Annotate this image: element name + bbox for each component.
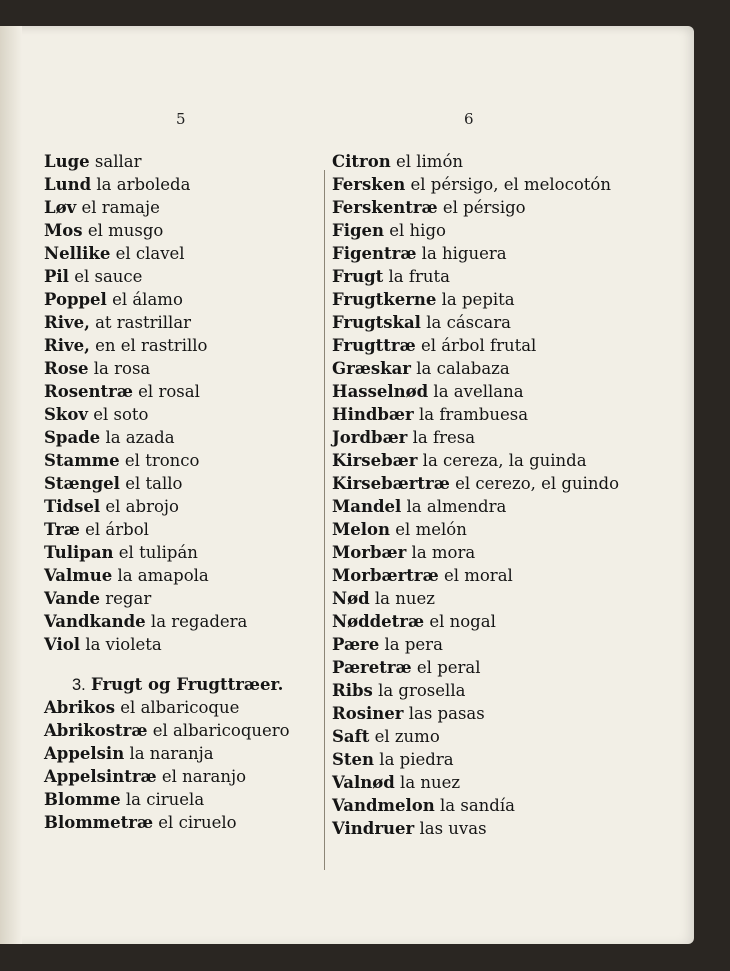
section-title: Frugt og Frugttræer. xyxy=(91,675,284,694)
section-heading xyxy=(44,673,290,696)
danish-word: Rose xyxy=(44,359,89,378)
dictionary-entry xyxy=(44,288,290,311)
spanish-translation: el albaricoquero xyxy=(152,721,290,740)
spanish-translation: el tallo xyxy=(125,474,183,493)
spanish-translation: la avellana xyxy=(433,382,524,401)
danish-word: Viol xyxy=(44,635,81,654)
dictionary-entry xyxy=(332,403,619,426)
dictionary-entry xyxy=(44,357,290,380)
danish-word: Nøddetræ xyxy=(332,612,425,631)
spanish-translation: el zumo xyxy=(374,727,440,746)
spanish-translation: el albaricoque xyxy=(120,698,240,717)
spanish-translation: el nogal xyxy=(429,612,496,631)
danish-word: Blomme xyxy=(44,790,121,809)
dictionary-entry xyxy=(44,811,290,834)
dictionary-entry xyxy=(44,150,290,173)
spanish-translation: las pasas xyxy=(408,704,485,723)
spanish-translation: sallar xyxy=(94,152,142,171)
danish-word: Spade xyxy=(44,428,101,447)
danish-word: Morbær xyxy=(332,543,407,562)
danish-word: Abrikos xyxy=(44,698,116,717)
spanish-translation: la cereza, la guinda xyxy=(422,451,587,470)
dictionary-entry xyxy=(332,150,619,173)
dictionary-entry xyxy=(332,794,619,817)
dictionary-entry xyxy=(332,449,619,472)
dictionary-entry xyxy=(44,610,290,633)
spanish-translation: la cáscara xyxy=(426,313,511,332)
column-divider xyxy=(324,170,325,870)
spanish-translation: el abrojo xyxy=(105,497,179,516)
dictionary-entry xyxy=(44,449,290,472)
spanish-translation: el cerezo, el guindo xyxy=(455,474,619,493)
spanish-translation: el tulipán xyxy=(118,543,198,562)
dictionary-entry xyxy=(44,380,290,403)
danish-word: Kirsebærtræ xyxy=(332,474,450,493)
dictionary-entry xyxy=(332,334,619,357)
danish-word: Jordbær xyxy=(332,428,408,447)
spanish-translation: la naranja xyxy=(129,744,214,763)
danish-word: Citron xyxy=(332,152,391,171)
spanish-translation: la rosa xyxy=(93,359,151,378)
spanish-translation: la pepita xyxy=(441,290,515,309)
dictionary-entry xyxy=(44,788,290,811)
danish-word: Sten xyxy=(332,750,375,769)
dictionary-entry xyxy=(332,633,619,656)
dictionary-entry xyxy=(332,587,619,610)
spanish-translation: la nuez xyxy=(374,589,435,608)
danish-word: Saft xyxy=(332,727,370,746)
danish-word: Græskar xyxy=(332,359,411,378)
danish-word: Kirsebær xyxy=(332,451,418,470)
spanish-translation: la almendra xyxy=(406,497,507,516)
dictionary-entry xyxy=(44,541,290,564)
left-column xyxy=(44,150,290,834)
danish-word: Tulipan xyxy=(44,543,114,562)
dictionary-entry xyxy=(44,426,290,449)
danish-word: Pæretræ xyxy=(332,658,412,677)
spanish-translation: el ciruelo xyxy=(158,813,237,832)
danish-word: Mandel xyxy=(332,497,402,516)
dictionary-entry xyxy=(44,219,290,242)
danish-word: Pære xyxy=(332,635,380,654)
dictionary-entry xyxy=(44,242,290,265)
spanish-translation: la azada xyxy=(105,428,175,447)
spanish-translation: la sandía xyxy=(440,796,515,815)
spanish-translation: el tronco xyxy=(124,451,200,470)
section-number: 3. xyxy=(72,676,86,694)
dictionary-entry xyxy=(332,311,619,334)
danish-word: Frugtkerne xyxy=(332,290,437,309)
dictionary-entry xyxy=(44,518,290,541)
danish-word: Rive, xyxy=(44,336,90,355)
spanish-translation: el árbol frutal xyxy=(420,336,537,355)
spanish-translation: las uvas xyxy=(419,819,487,838)
danish-word: Fersken xyxy=(332,175,406,194)
danish-word: Melon xyxy=(332,520,391,539)
spanish-translation: el sauce xyxy=(74,267,143,286)
dictionary-entry xyxy=(332,725,619,748)
danish-word: Hasselnød xyxy=(332,382,429,401)
dictionary-entry xyxy=(44,196,290,219)
dictionary-entry xyxy=(332,771,619,794)
danish-word: Hindbær xyxy=(332,405,414,424)
danish-word: Ribs xyxy=(332,681,373,700)
danish-word: Morbærtræ xyxy=(332,566,439,585)
dictionary-entry xyxy=(44,742,290,765)
spanish-translation: el peral xyxy=(416,658,481,677)
danish-word: Rosiner xyxy=(332,704,404,723)
dictionary-entry xyxy=(44,265,290,288)
spanish-translation: la nuez xyxy=(400,773,461,792)
danish-word: Vindruer xyxy=(332,819,415,838)
dictionary-entry xyxy=(332,518,619,541)
danish-word: Valmue xyxy=(44,566,113,585)
spanish-translation: el rosal xyxy=(138,382,200,401)
spanish-translation: la piedra xyxy=(379,750,454,769)
danish-word: Ferskentræ xyxy=(332,198,438,217)
right-column xyxy=(332,150,619,840)
danish-word: Stamme xyxy=(44,451,120,470)
danish-word: Rosentræ xyxy=(44,382,133,401)
spanish-translation: la violeta xyxy=(85,635,162,654)
spanish-translation: la grosella xyxy=(378,681,466,700)
dictionary-entry xyxy=(332,564,619,587)
danish-word: Figentræ xyxy=(332,244,417,263)
spanish-translation: el ramaje xyxy=(81,198,160,217)
danish-word: Skov xyxy=(44,405,88,424)
spanish-translation: la arboleda xyxy=(96,175,191,194)
dictionary-entry xyxy=(332,288,619,311)
dictionary-entry xyxy=(332,541,619,564)
spanish-translation: el clavel xyxy=(115,244,185,263)
spanish-translation: la fresa xyxy=(412,428,476,447)
dictionary-entry xyxy=(332,702,619,725)
danish-word: Løv xyxy=(44,198,77,217)
spanish-translation: la higuera xyxy=(421,244,507,263)
danish-word: Tidsel xyxy=(44,497,101,516)
dictionary-entry xyxy=(332,679,619,702)
danish-word: Vandkande xyxy=(44,612,146,631)
dictionary-entry xyxy=(44,564,290,587)
spanish-translation: en el rastrillo xyxy=(95,336,208,355)
danish-word: Appelsintræ xyxy=(44,767,157,786)
dictionary-entry xyxy=(44,765,290,788)
dictionary-entry xyxy=(332,656,619,679)
danish-word: Luge xyxy=(44,152,90,171)
spanish-translation: el soto xyxy=(93,405,149,424)
danish-word: Lund xyxy=(44,175,92,194)
danish-word: Abrikostræ xyxy=(44,721,148,740)
spanish-translation: el musgo xyxy=(87,221,164,240)
dictionary-entry xyxy=(332,219,619,242)
spanish-translation: el pérsigo xyxy=(442,198,526,217)
danish-word: Frugt xyxy=(332,267,384,286)
spanish-translation: la ciruela xyxy=(125,790,205,809)
dictionary-entry xyxy=(44,472,290,495)
page-number-left: 5 xyxy=(176,110,186,128)
dictionary-entry xyxy=(44,633,290,656)
dictionary-entry xyxy=(332,173,619,196)
dictionary-entry xyxy=(44,311,290,334)
dictionary-entry xyxy=(332,357,619,380)
danish-word: Stængel xyxy=(44,474,120,493)
dictionary-entry xyxy=(332,380,619,403)
danish-word: Frugtskal xyxy=(332,313,421,332)
dictionary-entry xyxy=(332,817,619,840)
danish-word: Træ xyxy=(44,520,80,539)
spanish-translation: el melón xyxy=(395,520,467,539)
spanish-translation: la mora xyxy=(411,543,476,562)
dictionary-entry xyxy=(44,495,290,518)
danish-word: Poppel xyxy=(44,290,107,309)
book-page xyxy=(0,26,694,944)
danish-word: Frugttræ xyxy=(332,336,416,355)
spanish-translation: la pera xyxy=(384,635,443,654)
danish-word: Blommetræ xyxy=(44,813,154,832)
spanish-translation: el naranjo xyxy=(161,767,247,786)
danish-word: Mos xyxy=(44,221,83,240)
dictionary-entry xyxy=(332,426,619,449)
danish-word: Valnød xyxy=(332,773,395,792)
danish-word: Vandmelon xyxy=(332,796,435,815)
dictionary-entry xyxy=(332,196,619,219)
spanish-translation: el limón xyxy=(395,152,464,171)
dictionary-entry xyxy=(332,748,619,771)
spanish-translation: la amapola xyxy=(117,566,209,585)
page-number-right: 6 xyxy=(464,110,474,128)
spanish-translation: el pérsigo, el melocotón xyxy=(410,175,611,194)
danish-word: Appelsin xyxy=(44,744,125,763)
spanish-translation: la frambuesa xyxy=(418,405,529,424)
danish-word: Figen xyxy=(332,221,385,240)
dictionary-entry xyxy=(44,587,290,610)
danish-word: Rive, xyxy=(44,313,90,332)
danish-word: Pil xyxy=(44,267,69,286)
spanish-translation: la regadera xyxy=(150,612,248,631)
spanish-translation: regar xyxy=(105,589,152,608)
spanish-translation: el álamo xyxy=(112,290,183,309)
dictionary-entry xyxy=(44,173,290,196)
spanish-translation: la fruta xyxy=(388,267,450,286)
dictionary-entry xyxy=(332,242,619,265)
spanish-translation: la calabaza xyxy=(416,359,510,378)
page-fold xyxy=(0,26,22,944)
spanish-translation: el árbol xyxy=(85,520,149,539)
dictionary-entry xyxy=(332,610,619,633)
dictionary-entry xyxy=(44,334,290,357)
dictionary-entry xyxy=(332,472,619,495)
danish-word: Nellike xyxy=(44,244,111,263)
dictionary-entry xyxy=(332,495,619,518)
dictionary-entry xyxy=(44,719,290,742)
dictionary-entry xyxy=(44,696,290,719)
spanish-translation: at rastrillar xyxy=(95,313,192,332)
spanish-translation: el moral xyxy=(443,566,513,585)
dictionary-entry xyxy=(44,403,290,426)
dictionary-entry xyxy=(332,265,619,288)
spanish-translation: el higo xyxy=(389,221,446,240)
danish-word: Vande xyxy=(44,589,101,608)
danish-word: Nød xyxy=(332,589,370,608)
